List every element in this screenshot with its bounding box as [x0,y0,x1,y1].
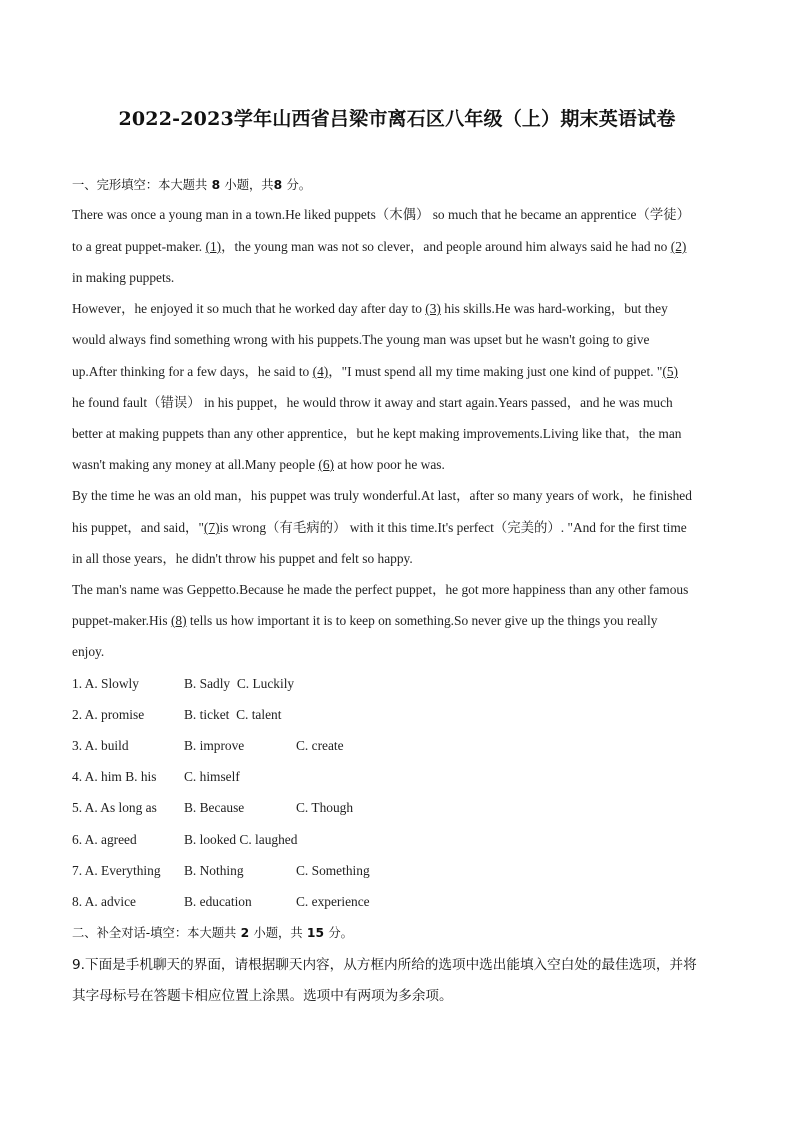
section-heading-suffix: 分。 [328,926,353,940]
question-9-instruction: 9.下面是手机聊天的界面，请根据聊天内容，从方框内所给的选项中选出能填入空白处的最佳选项，并将 [72,957,697,973]
passage-line [72,519,734,537]
section-heading-dialogue [72,924,734,942]
section-score: 8 [273,178,283,192]
passage-line: The man's name was Geppetto.Because he made the perfect puppet，he got more happiness than any other famous [72,582,689,597]
option-q8-b: B. education [184,894,252,909]
section-question-count: 2 [240,926,250,940]
passage-text: his skills.He was hard-working，but they [444,301,668,316]
section-heading-prefix: 一、完形填空：本大题共 [72,178,208,192]
blank-8: (8) [170,613,187,628]
blank-6: (6) [318,457,334,472]
passage-line: By the time he was an old man，his puppet was truly wonderful.At last，after so many years of work，he finished [72,488,692,503]
blank-5: (5) [662,364,679,379]
passage-text: his puppet，and said，" [72,520,204,535]
passage-text: at how poor he was. [337,457,445,472]
option-c: C. Luckily [236,676,295,691]
option-q3-a: 3. A. build [72,738,129,753]
blank-4: (4) [312,364,329,379]
passage-line: enjoy. [72,644,105,659]
option-q5-a: 5. A. As long as [72,800,157,815]
section-heading-cloze [72,176,734,194]
option-q8-c: C. experience [296,894,370,909]
passage-line [72,300,734,318]
option-q6-bc: B. looked C. laughed [184,832,298,847]
option-q7-b: B. Nothing [184,863,244,878]
blank-2: (2) [670,239,687,254]
passage-text: tells us how important it is to keep on something.So never give up the things you really [189,613,658,628]
section-heading-mid: 小题，共 [224,178,274,192]
passage-line [72,363,734,381]
section-heading-suffix: 分。 [286,178,312,192]
passage-line: he found fault（错误） in his puppet，he would throw it away and start again.Years passed，and he was much [72,395,673,410]
passage-text: wasn't making any money at all.Many people [72,457,316,472]
option-b: B. ticket [184,707,230,722]
page-title: 2022-2023学年山西省吕梁市离石区八年级（上）期末英语试卷 [118,108,676,130]
passage-text: to a great puppet-maker. [72,239,203,254]
option-q1-bc [184,675,294,693]
option-q5-b: B. Because [184,800,245,815]
section-heading-mid: 小题，共 [253,926,303,940]
option-q2-a: 2. A. promise [72,707,145,722]
passage-text: ，the young man was not so clever，and people around him always said he had no [221,239,668,254]
question-9-instruction-cont: 其字母标号在答题卡相应位置上涂黑。选项中有两项为多余项。 [72,988,453,1004]
option-q1-a: 1. A. Slowly [72,676,139,691]
option-q2-bc [184,706,281,724]
passage-text: puppet-maker.His [72,613,168,628]
section-heading-prefix: 二、补全对话-填空：本大题共 [72,926,237,940]
option-q5-c: C. Though [296,800,354,815]
passage-text: However，he enjoyed it so much that he worked day after day to [72,301,422,316]
passage-line: in all those years，he didn't throw his puppet and felt so happy. [72,551,413,566]
section-question-count: 8 [211,178,221,192]
passage-line [72,238,734,256]
passage-line: There was once a young man in a town.He liked puppets（木偶） so much that he became an apprentice（学徒） [72,207,691,222]
blank-7: (7) [203,520,220,535]
passage-line [72,456,734,474]
option-c: C. talent [236,707,282,722]
blank-3: (3) [425,301,441,316]
passage-text: up.After thinking for a few days，he said to [72,364,310,379]
option-q6-a: 6. A. agreed [72,832,137,847]
option-q3-c: C. create [296,738,344,753]
option-q4-c: C. himself [184,769,240,784]
passage-text: is wrong（有毛病的） with it this time.It's perfect（完美的）. "And for the first time [219,520,687,535]
option-b: B. Sadly [184,676,231,691]
passage-line: better at making puppets than any other apprentice，but he kept making improvements.Living like that，the man [72,426,682,441]
passage-line: in making puppets. [72,270,175,285]
blank-1: (1) [205,239,222,254]
passage-line [72,612,734,630]
option-q3-b: B. improve [184,738,245,753]
option-q7-a: 7. A. Everything [72,863,161,878]
option-q7-c: C. Something [296,863,370,878]
section-score: 15 [306,926,325,940]
option-q8-a: 8. A. advice [72,894,136,909]
option-q4-ab: 4. A. him B. his [72,769,157,784]
passage-text: ，"I must spend all my time making just one kind of puppet. " [328,364,663,379]
passage-line: would always find something wrong with his puppets.The young man was upset but he wasn't going to give [72,332,650,347]
